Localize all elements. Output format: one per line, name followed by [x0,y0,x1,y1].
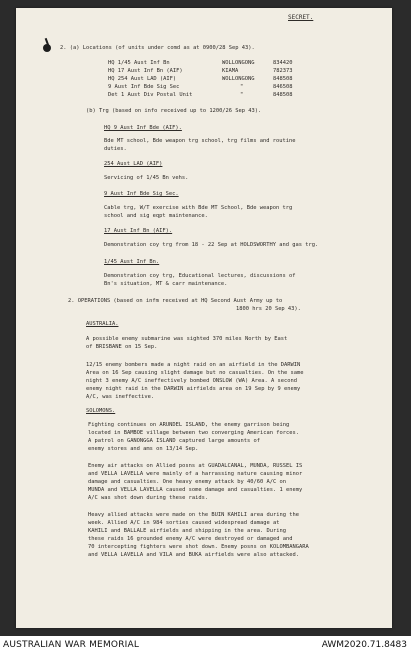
footer-institution: AUSTRALIAN WAR MEMORIAL [3,640,140,650]
para-line: duties. [104,146,127,152]
report-line: KAHILI and BALLALE airfields and shipping in the area. During [88,528,286,534]
para-line: Bn's situation, MT & carr maintenance. [104,281,228,287]
location-unit: HQ 17 Aust Inf Bn (AIF) [108,68,183,74]
location-ref: 848508 [273,76,293,82]
report-line: Area on 16 Sep causing slight damage but no casualties. On the same [86,370,304,376]
operations-heading: 2. OPERATIONS (based on infm received at HQ Second Aust Army up to [68,298,283,304]
report-line: enemy stores and ams on 13/14 Sep. [88,446,199,452]
report-line: 70 intercepting fighters were shot down. Enemy posns on KOLOMBANGARA [88,544,309,550]
location-place: WOLLONGONG [222,60,255,66]
area-heading-solomons: SOLOMONS. [86,408,116,414]
para-line: Demonstration coy trg, Educational lectures, discussions of [104,273,296,279]
location-ref: 782373 [273,68,293,74]
report-line: and VELLA LAVELLA were mainly of a harrassing nature causing minor [88,471,303,477]
report-line: A patrol on GANONGGA ISLAND captured large amounts of [88,438,261,444]
footer-bar [0,636,411,653]
report-line: A/C, was ineffective. [86,394,155,400]
report-line: these raids 16 grounded enemy A/C were destroyed or damaged and [88,536,293,542]
location-unit: 9 Aust Inf Bde Sig Sec [108,84,180,90]
para-heading: 9 Aust Inf Bde Sig Sec. [104,191,179,197]
report-line: Heavy allied attacks were made on the BUIN KAHILI area during the [88,512,299,518]
location-ref: 848508 [273,92,293,98]
location-place: " [240,84,244,90]
para-line: Servicing of 1/45 Bn vehs. [104,175,189,181]
area-heading-australia: AUSTRALIA. [86,321,119,327]
operations-heading-cont: 1800 hrs 20 Sep 43). [236,306,301,312]
locations-heading: 2. (a) Locations (of units under comd as at 0900/28 Sep 43). [60,45,255,51]
para-heading: 254 Aust LAD (AIF) [104,161,163,167]
document-page [16,8,392,628]
report-line: week. Allied A/C in 984 sorties caused widespread damage at [88,520,280,526]
para-line: Cable trg, W/T exercise with Bde MT School, Bde weapon trg [104,205,293,211]
report-line: and VELLA LAVELLA and VILA and BUKA airfields were also attacked. [88,552,299,558]
report-line: Fighting continues on ARUNDEL ISLAND, the enemy garrison being [88,422,290,428]
report-line: enemy night raid in the DARWIN airfields area on 19 Sep by 9 enemy [86,386,301,392]
para-line: Bde MT school, Bde weapon trg school, trg films and routine [104,138,296,144]
report-line: 12/15 enemy bombers made a night raid on an airfield in the DARWIN [86,362,301,368]
report-line: night 3 enemy A/C ineffectively bombed ONSLOW (WA) Area. A second [86,378,297,384]
para-line: school and sig eqpt maintenance. [104,213,208,219]
footer-accession-number: AWM2020.71.8483 [321,640,407,650]
location-place: " [240,92,244,98]
para-line: Demonstration coy trg from 18 - 22 Sep at HOLDSWORTHY and gas trg. [104,242,319,248]
report-line: located in BAMBOE village between two converging American forces. [88,430,299,436]
location-unit: HQ 1/45 Aust Inf Bn [108,60,170,66]
para-heading: 17 Aust Inf Bn (AIF). [104,228,173,234]
report-line: of BRISBANE on 15 Sep. [86,344,158,350]
para-heading: 1/45 Aust Inf Bn. [104,259,160,265]
location-ref: 846508 [273,84,293,90]
report-line: MUNDA and VELLA LAVELLA caused some damage and casualties. 1 enemy [88,487,303,493]
report-line: A possible enemy submarine was sighted 370 miles North by East [86,336,288,342]
training-heading: (b) Trg (based on info received up to 1200/26 Sep 43). [86,108,262,114]
classification-mark: SECRET. [288,14,314,21]
report-line: Enemy air attacks on Allied posns at GUADALCANAL, MUNDA, RUSSEL IS [88,463,303,469]
para-heading: HQ 9 Aust Inf Bde (AIF). [104,125,182,131]
location-unit: HQ 254 Aust LAD (AIF) [108,76,177,82]
report-line: damage and casualties. One heavy enemy attack by 40/60 A/C on [88,479,286,485]
location-place: WOLLONGONG [222,76,255,82]
location-ref: 834420 [273,60,293,66]
report-line: A/C was shot down during these raids. [88,495,209,501]
location-unit: Det 1 Aust Div Postal Unit [108,92,193,98]
location-place: KIAMA [222,68,239,74]
